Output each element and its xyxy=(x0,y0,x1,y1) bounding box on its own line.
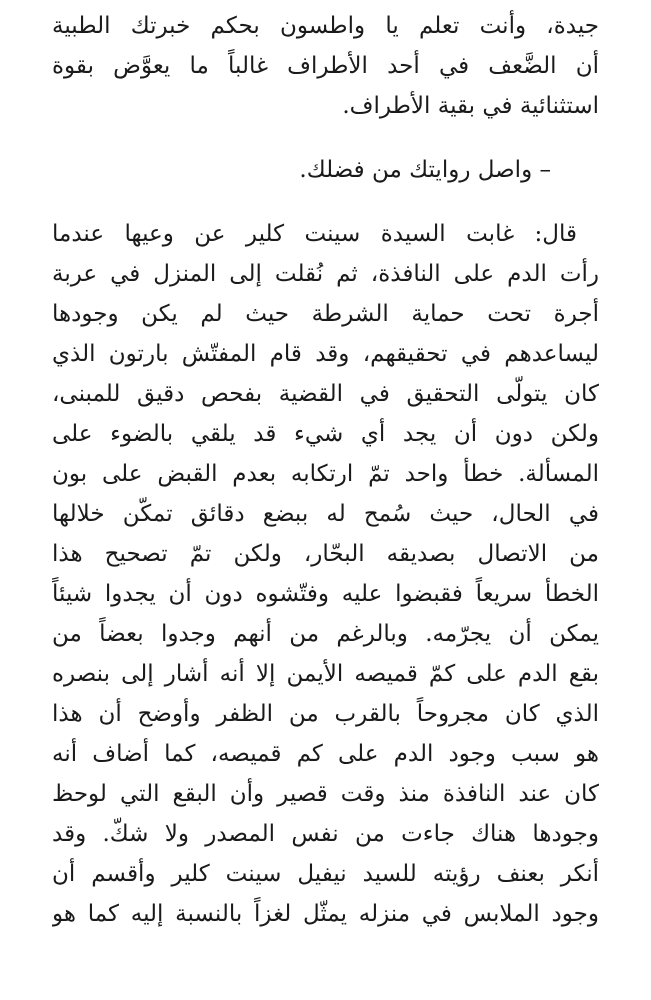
text-line: الخطأ سريعاً فقبضوا عليه وفتّشوه دون أن يجدوا شيئاً xyxy=(52,581,599,607)
text-line: وجودها هناك جاءت من نفس المصدر ولا شكّ. وقد xyxy=(52,821,599,847)
dialogue-line: – واصل روايتك من فضلك. xyxy=(299,157,551,183)
text-line: جيدة، وأنت تعلم يا واطسون بحكم خبرتك الطبية xyxy=(52,13,599,39)
text-line: من الاتصال بصديقه البحّار، ولكن تمّ تصحيح هذا xyxy=(52,541,599,567)
text-line: في الحال، حيث سُمح له ببضع دقائق تمكّن خلالها xyxy=(52,501,599,527)
text-line: هو سبب وجود الدم على كم قميصه، كما أضاف أنه xyxy=(52,741,599,767)
text-line: رأت الدم على النافذة، ثم نُقلت إلى المنزل في عربة xyxy=(52,261,599,287)
text-line: المسألة. خطأ واحد تمّ ارتكابه بعدم القبض على بون xyxy=(52,461,599,487)
text-line: يمكن أن يجرّمه. وبالرغم من أنهم وجدوا بعضاً من xyxy=(52,621,599,647)
text-line: بقع الدم على كمّ قميصه الأيمن إلا أنه أشار إلى بنصره xyxy=(52,661,599,687)
text-line: ولكن دون أن يجد أي شيء قد يلقي بالضوء على xyxy=(52,421,599,447)
text-line: أن الضَّعف في أحد الأطراف غالباً ما يعوَّض بقوة xyxy=(52,53,599,79)
text-line: الذي كان مجروحاً بالقرب من الظفر وأوضح أن هذا xyxy=(52,701,599,727)
text-line: أنكر بعنف رؤيته للسيد نيفيل سينت كلير وأقسم أن xyxy=(52,861,599,887)
text-line: قال: غابت السيدة سينت كلير عن وعيها عندما xyxy=(52,221,577,247)
text-line: كان يتولّى التحقيق في القضية بفحص دقيق للمبنى، xyxy=(52,381,599,407)
text-line: كان عند النافذة منذ وقت قصير وأن البقع التي لوحظ xyxy=(52,781,599,807)
paragraph-continuation xyxy=(52,6,599,126)
text-line: استثنائية في بقية الأطراف. xyxy=(342,93,599,119)
text-line: أجرة تحت حماية الشرطة حيث لم يكن وجودها xyxy=(52,301,599,327)
text-line: وجود الملابس في منزله يمثّل لغزاً بالنسبة إليه كما هو xyxy=(52,901,599,927)
paragraph-narration xyxy=(52,214,599,934)
text-line: ليساعدهم في تحقيقهم، وقد قام المفتّش بارتون الذي xyxy=(52,341,599,367)
